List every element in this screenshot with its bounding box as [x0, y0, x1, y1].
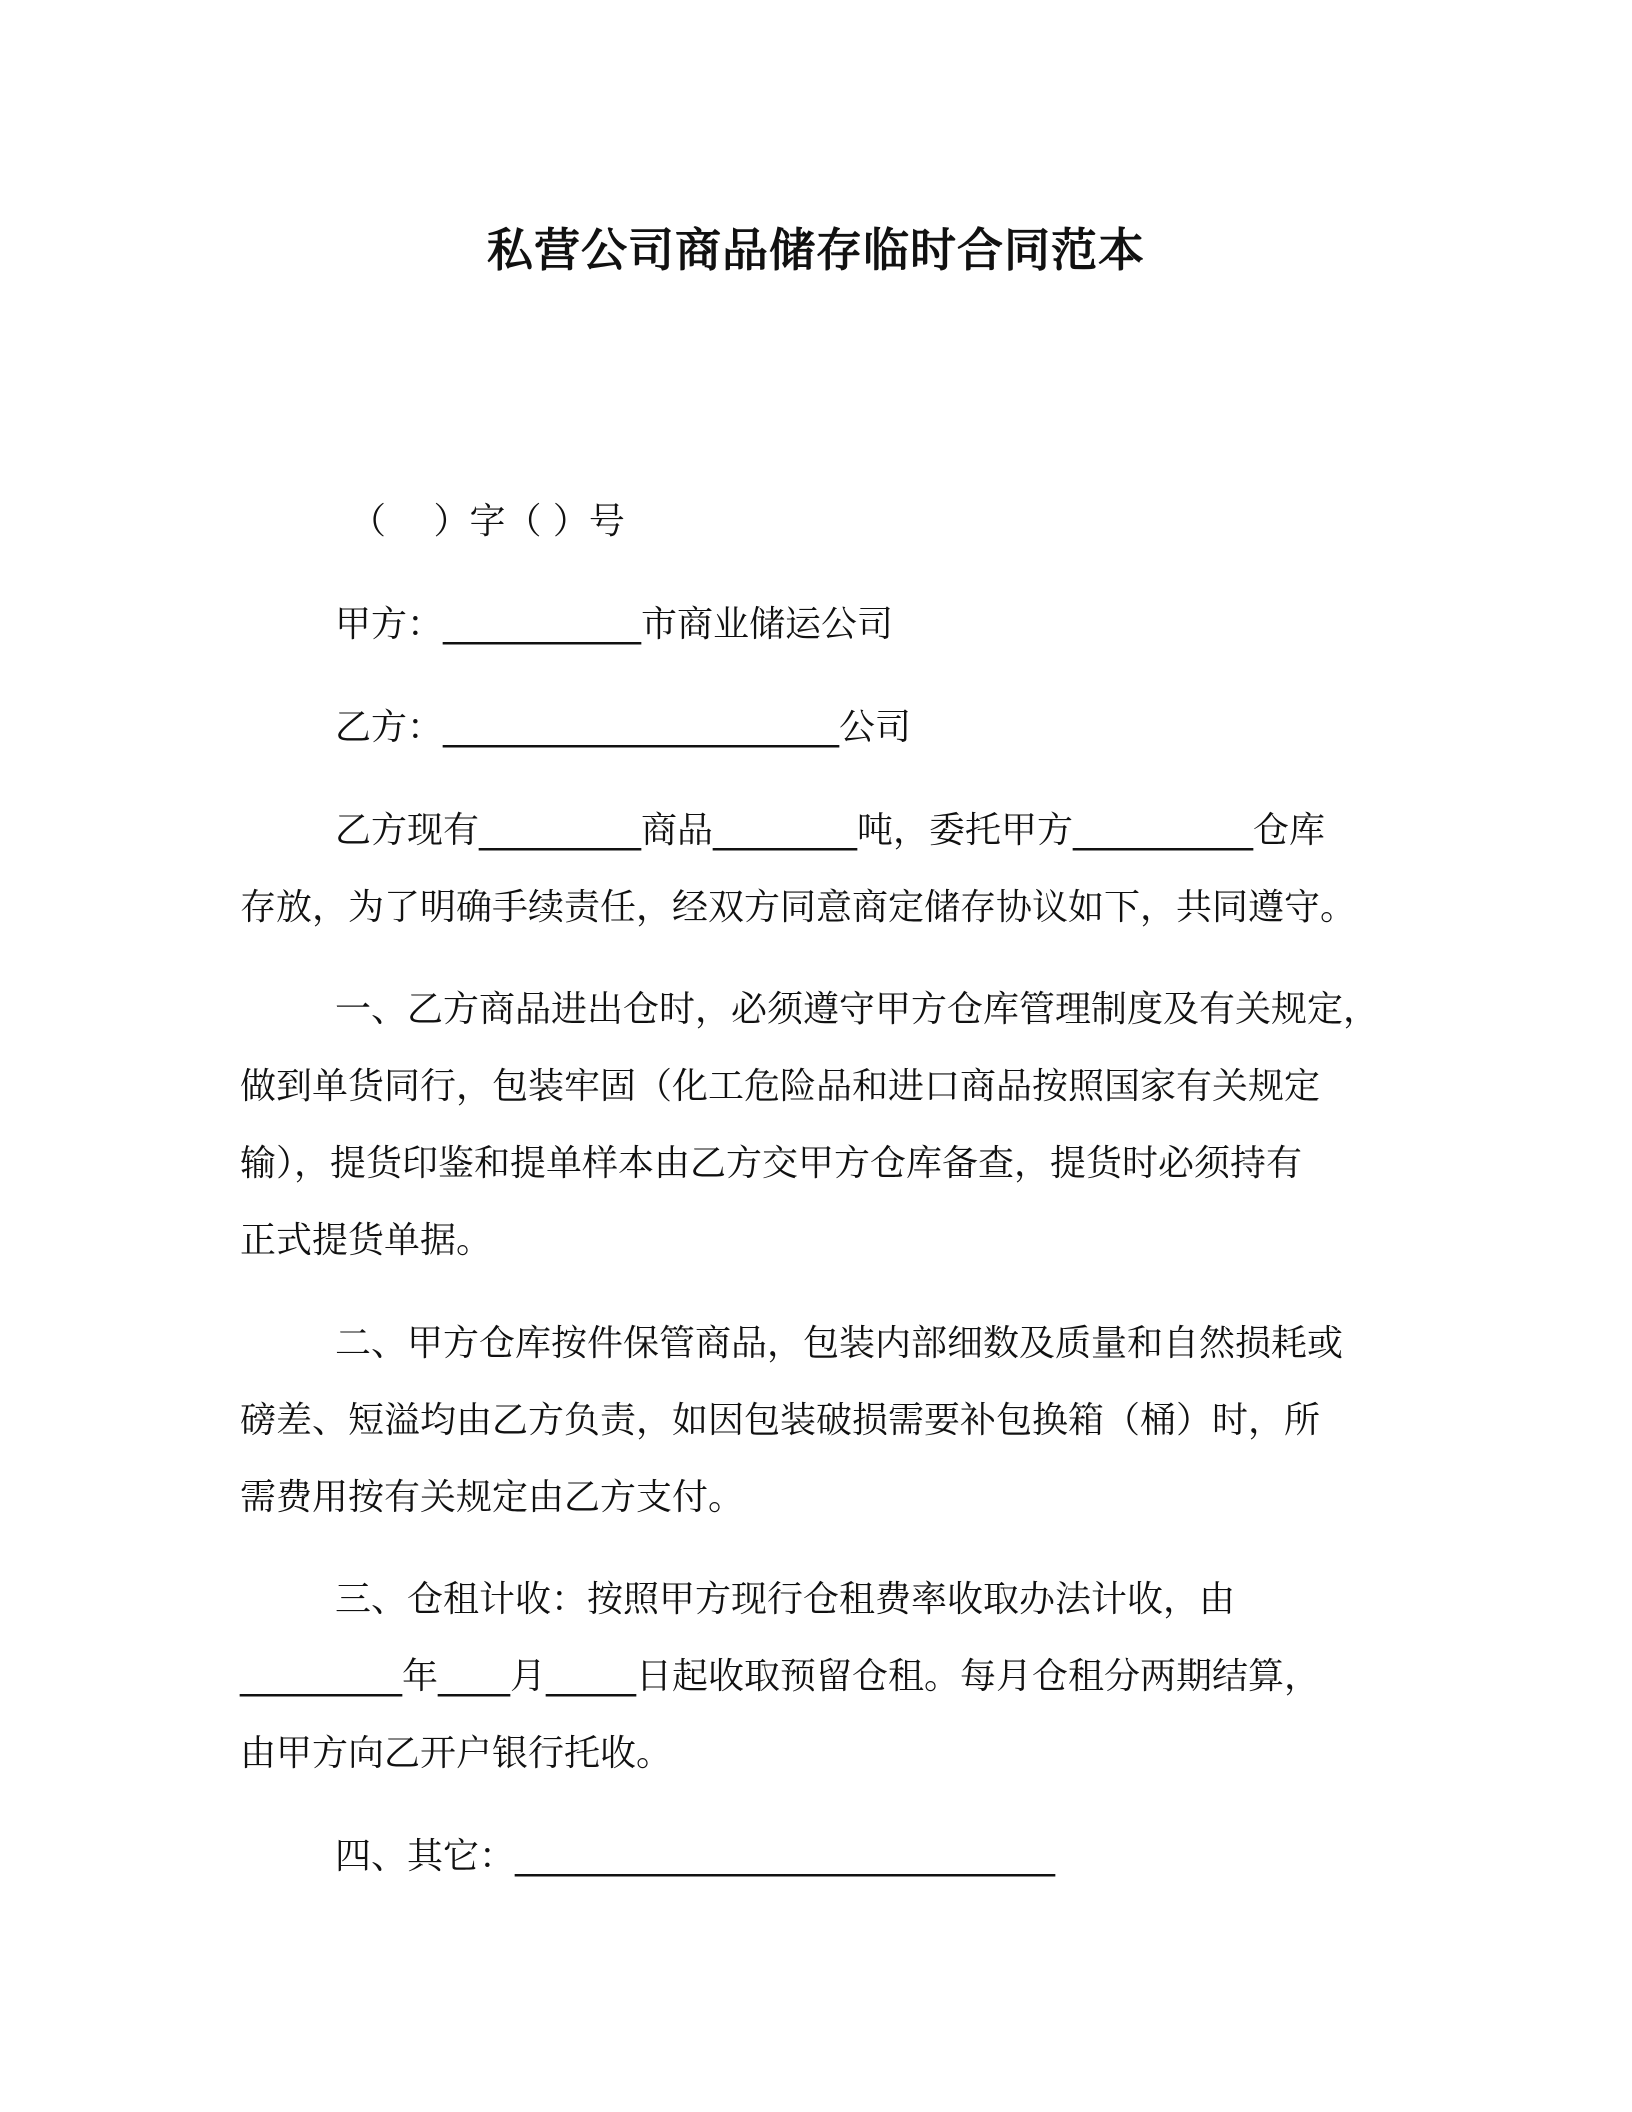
- clause-1-line-1: 一、乙方商品进出仓时，必须遵守甲方仓库管理制度及有关规定，: [335, 989, 1380, 1030]
- party-b-line: 乙方：______________________公司: [335, 707, 912, 748]
- clause-2-line-3: 需费用按有关规定由乙方支付。: [240, 1477, 745, 1518]
- clause-2-line-1: 二、甲方仓库按件保管商品，包装内部细数及质量和自然损耗或: [335, 1323, 1344, 1364]
- clause-3-line-2: _________年____月_____日起收取预留仓租。每月仓租分两期结算，: [240, 1656, 1321, 1697]
- intro-line-2: 存放，为了明确手续责任，经双方同意商定储存协议如下，共同遵守。: [240, 887, 1357, 928]
- clause-1-line-3: 输），提货印鉴和提单样本由乙方交甲方仓库备查，提货时必须持有: [240, 1143, 1303, 1184]
- intro-line-1: 乙方现有_________商品________吨，委托甲方__________仓库: [335, 810, 1326, 851]
- clause-1-line-4: 正式提货单据。: [240, 1220, 493, 1261]
- clause-1-line-2: 做到单货同行，包装牢固（化工危险品和进口商品按照国家有关规定: [240, 1066, 1321, 1107]
- clause-3-line-1: 三、仓租计收：按照甲方现行仓租费率收取办法计收，由: [335, 1579, 1236, 1620]
- clause-3-line-3: 由甲方向乙开户银行托收。: [240, 1733, 673, 1774]
- reference-number: （ ）字（ ）号: [350, 501, 625, 542]
- clause-4-line: 四、其它：______________________________: [335, 1836, 1056, 1877]
- party-a-line: 甲方：___________市商业储运公司: [335, 604, 894, 645]
- document-title: 私营公司商品储存临时合同范本: [487, 223, 1145, 277]
- clause-2-line-2: 磅差、短溢均由乙方负责，如因包装破损需要补包换箱（桶）时，所: [240, 1400, 1321, 1441]
